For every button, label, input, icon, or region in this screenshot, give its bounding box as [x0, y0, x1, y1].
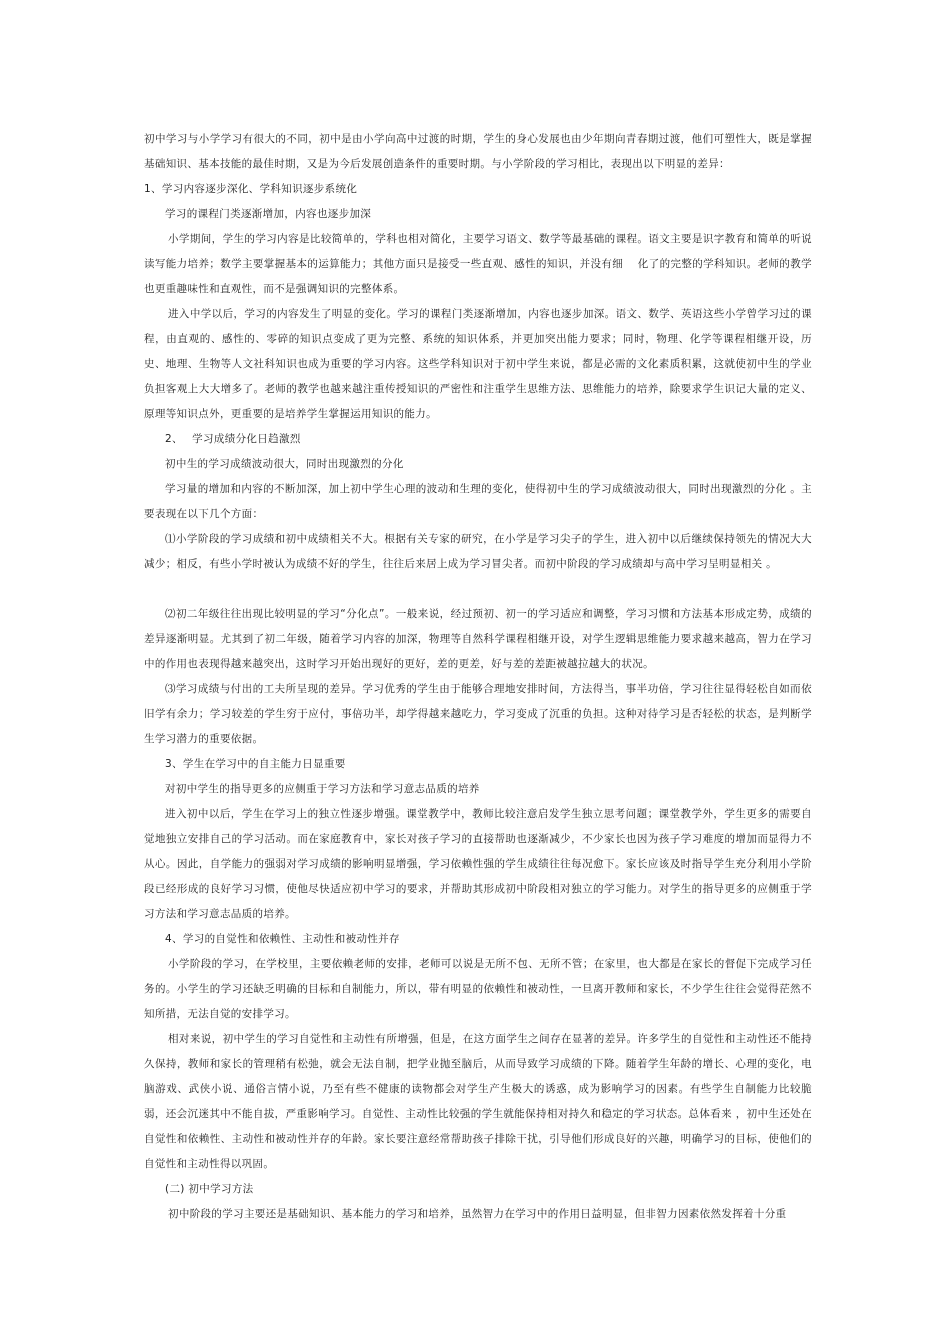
body-paragraph: 小学阶段的学习，在学校里，主要依赖老师的安排，老师可以说是无所不包、无所不管；在家里，也大都是在家长的督促下完成学习任务的。小学生的学习还缺乏明确的目标和自制能力，所以，带有明显的依赖性和被动性，一旦离开教师和家长，不少学生往往会觉得茫然不知所措，无法自觉的安排学习。: [144, 958, 812, 1020]
section-heading-2: 2、 学习成绩分化日趋激烈: [165, 433, 301, 445]
spacer: [144, 577, 812, 602]
document-body: [144, 127, 812, 1227]
list-item: ⑵初二年级往往出现比较明显的学习“分化点”。一般来说，经过预初、初一的学习适应和调整，学习习惯和方法基本形成定势，成绩的差异逐渐明显。尤其到了初二年级，随着学习内容的加深，物理等自然科学课程相继开设，对学生逻辑思维能力要求越来越高，智力在学习中的作用也表现得越来越突出，这时学习开始出现好的更好，差的更差，好与差的差距被越拉越大的状况。: [144, 608, 812, 670]
body-paragraph: 进入初中以后，学生在学习上的独立性逐步增强。课堂教学中，教师比较注意启发学生独立思考问题；课堂教学外，学生更多的需要自觉地独立安排自己的学习活动。而在家庭教育中，家长对孩子学习的直接帮助也逐渐减少，不少家长也因为孩子学习难度的增加而显得力不从心。因此，自学能力的强弱对学习成绩的影响明显增强，学习依赖性强的学生成绩往往每况愈下。家长应该及时指导学生充分利用小学阶段已经形成的良好学习习惯，使他尽快适应初中学习的要求，并帮助其形成初中阶段相对独立的学习能力。对学生的指导更多的应侧重于学习方法和学习意志品质的培养。: [144, 808, 812, 920]
body-paragraph: 相对来说，初中学生的学习自觉性和主动性有所增强，但是，在这方面学生之间存在显著的差异。许多学生的自觉性和主动性还不能持久保持，教师和家长的管理稍有松弛，就会无法自制，把学业抛至脑后，从而导致学习成绩的下降。随着学生年龄的增长、心理的变化，电脑游戏、武侠小说、通俗言情小说，乃至有些不健康的读物都会对学生产生极大的诱惑，成为影响学习的因素。有些学生自制能力比较脆弱，还会沉迷其中不能自拔，严重影响学习。自觉性、主动性比较强的学生就能保持相对持久和稳定的学习状态。总体看来 ，初中生还处在自觉性和依赖性、主动性和被动性并存的年龄。家长要注意经常帮助孩子排除干扰，引导他们形成良好的兴趣，明确学习的目标，使他们的自觉性和主动性得以巩固。: [144, 1033, 812, 1170]
section-heading-methods: (二) 初中学习方法: [165, 1183, 254, 1195]
subheading: 对初中学生的指导更多的应侧重于学习方法和学习意志品质的培养: [165, 783, 480, 795]
intro-paragraph: 初中学习与小学学习有很大的不同，初中是由小学向高中过渡的时期，学生的身心发展也由少年期向青春期过渡，他们可塑性大，既是掌握基础知识、基本技能的最佳时期，又是为今后发展创造条件的重要时期。与小学阶段的学习相比，表现出以下明显的差异：: [144, 133, 812, 170]
body-paragraph: 学习量的增加和内容的不断加深，加上初中学生心理的波动和生理的变化，使得初中生的学习成绩波动很大，同时出现激烈的分化 。主要表现在以下几个方面：: [144, 483, 812, 520]
section-heading-4: 4、学习的自觉性和依赖性、主动性和被动性并存: [165, 933, 400, 945]
body-paragraph: 小学期间，学生的学习内容是比较简单的，学科也相对简化，主要学习语文、数学等最基础的课程。语文主要是识字教育和简单的听说读写能力培养；数学主要掌握基本的运算能力；其他方面只是接受一些直观、感性的知识，并没有细 化了的完整的学科知识。老师的教学也更重趣味性和直观性，而不是强调知识的完整体系。: [144, 233, 812, 295]
section-heading-1: 1、学习内容逐步深化、学科知识逐步系统化: [144, 183, 358, 195]
subheading: 初中生的学习成绩波动很大，同时出现激烈的分化: [165, 458, 404, 470]
list-item: ⑶学习成绩与付出的工夫所呈现的差异。学习优秀的学生由于能够合理地安排时间，方法得当，事半功倍，学习往往显得轻松自如而依旧学有余力；学习较差的学生穷于应付，事倍功半，却学得越来越吃力，学习变成了沉重的负担。这种对待学习是否轻松的状态，是判断学生学习潜力的重要依据。: [144, 683, 812, 745]
section-heading-3: 3、学生在学习中的自主能力日显重要: [165, 758, 346, 770]
list-item: ⑴小学阶段的学习成绩和初中成绩相关不大。根据有关专家的研究，在小学是学习尖子的学生，进入初中以后继续保持领先的情况大大减少；相反，有些小学时被认为成绩不好的学生，往往后来居上成为学习冒尖者。而初中阶段的学习成绩却与高中学习呈明显相关 。: [144, 533, 812, 570]
subheading: 学习的课程门类逐渐增加，内容也逐步加深: [165, 208, 372, 220]
body-paragraph: 进入中学以后，学习的内容发生了明显的变化。学习的课程门类逐渐增加，内容也逐步加深。语文、数学、英语这些小学曾学习过的课程，由直观的、感性的、零碎的知识点变成了更为完整、系统的知识体系，并更加突出能力要求；同时，物理、化学等课程相继开设，历史、地理、生物等人文社科知识也成为重要的学习内容。这些学科知识对于初中学生来说，都是必需的文化素质积累，这就使初中生的学业负担客观上大大增多了。老师的教学也越来越注重传授知识的严密性和注重学生思维方法、思维能力的培养，除要求学生识记大量的定义、原理等知识点外，更重要的是培养学生掌握运用知识的能力。: [144, 308, 812, 420]
body-paragraph: 初中阶段的学习主要还是基础知识、基本能力的学习和培养，虽然智力在学习中的作用日益明显，但非智力因素依然发挥着十分重: [168, 1208, 787, 1220]
